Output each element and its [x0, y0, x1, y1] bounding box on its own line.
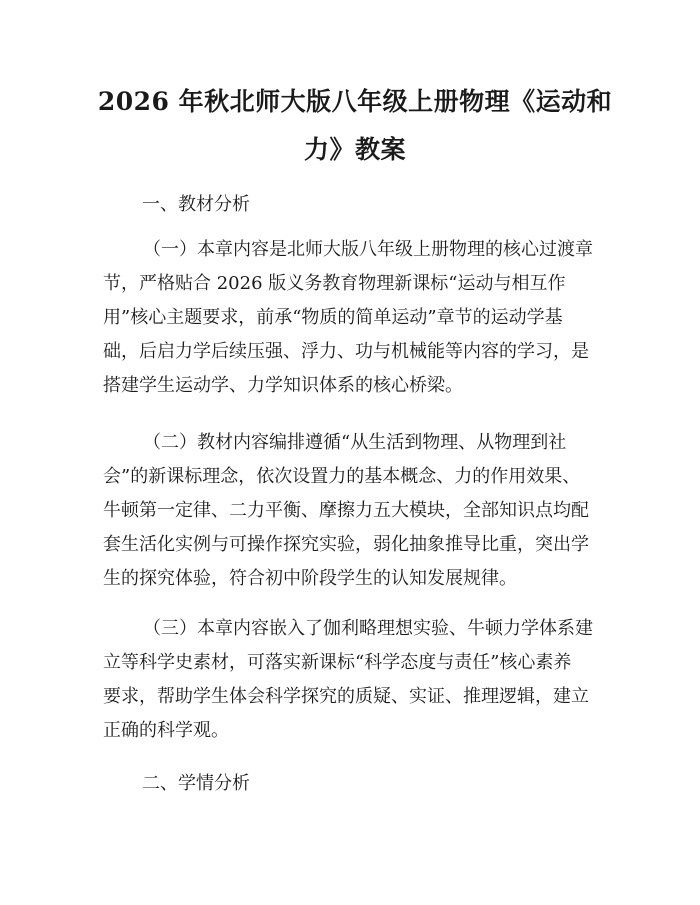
paragraph-line: 会”的新课标理念，依次设置力的基本概念、力的作用效果、	[103, 466, 581, 487]
paragraph-line: 生的探究体验，符合初中阶段学生的认知发展规律。	[103, 568, 517, 589]
paragraph-line: 础，后启力学后续压强、浮力、功与机械能等内容的学习，是	[103, 341, 589, 362]
title-line: 力》教案	[303, 135, 406, 164]
paragraph-line: （三）本章内容嵌入了伽利略理想实验、牛顿力学体系建	[143, 618, 593, 639]
section-heading-student-analysis: 二、学情分析	[142, 773, 250, 794]
paragraph-line: 正确的科学观。	[103, 720, 229, 741]
paragraph-3	[103, 612, 603, 748]
paragraph-line: 立等科学史素材，可落实新课标“科学态度与责任”核心素养	[103, 652, 572, 673]
paragraph-line: 要求，帮助学生体会科学探究的质疑、实证、推理逻辑，建立	[103, 686, 589, 707]
section-heading-textbook-analysis: 一、教材分析	[142, 194, 250, 215]
paragraph-line: 节，严格贴合 2026 版义务教育物理新课标“运动与相互作	[103, 273, 566, 294]
paragraph-line: （二）教材内容编排遵循“从生活到物理、从物理到社	[143, 432, 567, 453]
paragraph-line: 套生活化实例与可操作探究实验，弱化抽象推导比重，突出学	[103, 534, 589, 555]
title-line: 2026 年秋北师大版八年级上册物理《运动和	[97, 87, 613, 116]
paragraph-line: 用”核心主题要求，前承“物质的简单运动”章节的运动学基	[103, 307, 563, 328]
paragraph-1	[103, 233, 603, 403]
paragraph-line: 搭建学生运动学、力学知识体系的核心桥梁。	[103, 375, 463, 396]
paragraph-line: 牛顿第一定律、二力平衡、摩擦力五大模块，全部知识点均配	[103, 500, 589, 521]
document-title	[95, 78, 615, 174]
paragraph-line: （一）本章内容是北师大版八年级上册物理的核心过渡章	[143, 239, 593, 260]
paragraph-2	[103, 426, 603, 596]
